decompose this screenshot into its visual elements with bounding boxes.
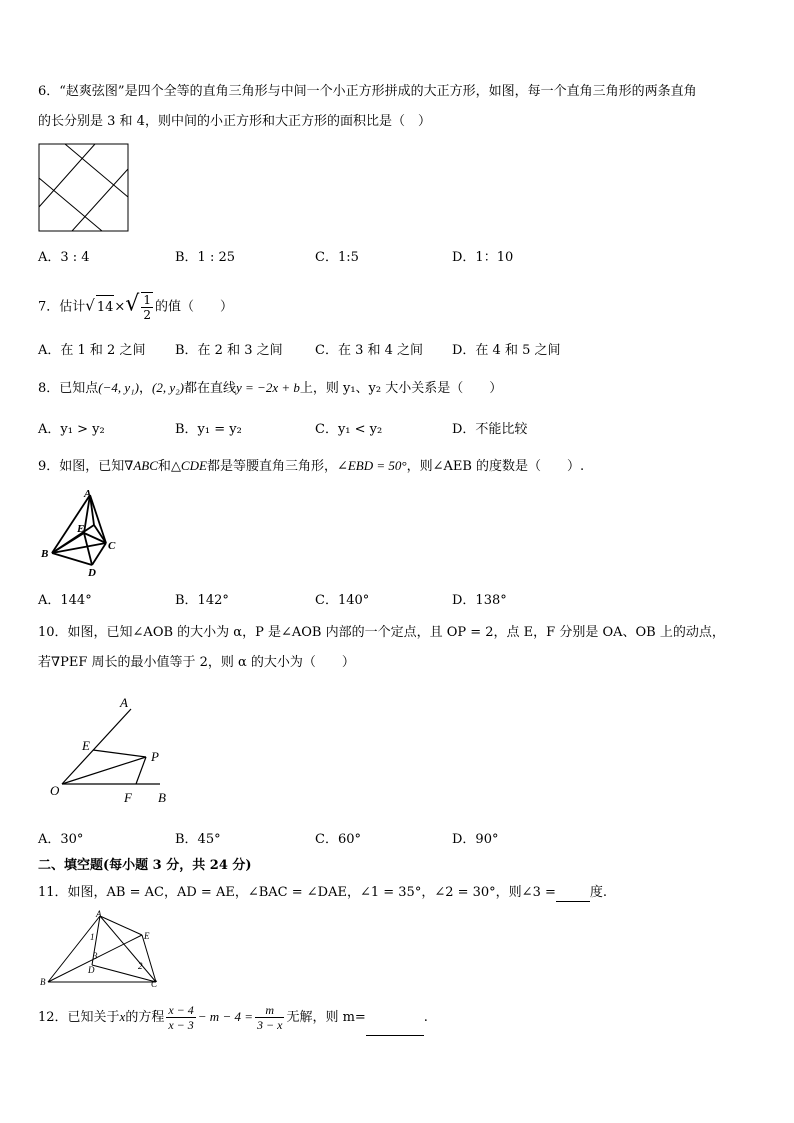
q7-option-d[interactable]: D．在 4 和 5 之间 bbox=[452, 343, 561, 358]
q10-line2: 若∇PEF 周长的最小值等于 2，则 α 的大小为（ ） bbox=[38, 655, 355, 670]
q9-triangle1: ∇ABC bbox=[124, 458, 158, 473]
q9-triangle2: △CDE bbox=[170, 458, 207, 473]
q11-label-3: 3 bbox=[93, 951, 98, 961]
q12-frac2-num: m bbox=[255, 1003, 284, 1018]
q12-answer-blank[interactable] bbox=[366, 1001, 424, 1036]
q11-label-b: B bbox=[40, 977, 46, 987]
q8-text: 8．已知点 bbox=[38, 381, 99, 396]
q7-frac-den: 2 bbox=[143, 308, 151, 322]
q11-label-d: D bbox=[88, 965, 95, 975]
q11-label-2: 2 bbox=[138, 961, 143, 971]
q11-label-e: E bbox=[144, 931, 150, 941]
q7-option-c[interactable]: C．在 3 和 4 之间 bbox=[315, 343, 424, 358]
q6-option-d[interactable]: D．1：10 bbox=[452, 250, 514, 265]
q9-angle: ∠EBD = 50° bbox=[336, 458, 407, 473]
q6-line2: 的长分别是 3 和 4，则中间的小正方形和大正方形的面积比是（ ） bbox=[38, 114, 431, 129]
q10-option-a[interactable]: A．30° bbox=[38, 832, 84, 847]
q12-mid: 的方程 bbox=[125, 1010, 165, 1025]
q9-mid: 都是等腰直角三角形， bbox=[206, 459, 337, 474]
q10-diagram bbox=[48, 695, 178, 810]
q8-option-c[interactable]: C．y₁ < y₂ bbox=[315, 422, 383, 437]
q11-label-a: A bbox=[96, 909, 102, 919]
zhao-shuang-diagram bbox=[38, 143, 130, 233]
q12-middle: − m − 4 = bbox=[197, 1009, 253, 1024]
q10-label-o: O bbox=[50, 783, 60, 798]
q11-label-1: 1 bbox=[90, 932, 95, 942]
q7-option-b[interactable]: B．在 2 和 3 之间 bbox=[175, 343, 283, 358]
q9-label-b: B bbox=[41, 548, 49, 560]
q8-option-a[interactable]: A．y₁ > y₂ bbox=[38, 422, 105, 437]
q10-option-d[interactable]: D．90° bbox=[452, 832, 499, 847]
q7-times: × bbox=[114, 299, 126, 315]
q10-label-p: P bbox=[151, 749, 159, 764]
q9-label-a: A bbox=[84, 488, 92, 500]
q7-frac-num: 1 bbox=[143, 293, 151, 307]
q10-label-a: A bbox=[120, 695, 128, 710]
q9-label-e: E bbox=[77, 523, 85, 535]
q9-option-a[interactable]: A．144° bbox=[38, 593, 92, 608]
q7-radicand: 14 bbox=[96, 295, 115, 320]
q9-option-d[interactable]: D．138° bbox=[452, 593, 507, 608]
q11-answer-blank[interactable] bbox=[556, 885, 590, 902]
q8-option-b[interactable]: B．y₁ = y₂ bbox=[175, 422, 242, 437]
q6-option-c[interactable]: C．1:5 bbox=[315, 250, 359, 265]
q9-text: 9．如图，已知 bbox=[38, 459, 125, 474]
q10-line1: 10．如图，已知∠AOB 的大小为 α，P 是∠AOB 内部的一个定点，且 OP = 2，点 E，F 分别是 OA、OB 上的动点， bbox=[38, 625, 725, 640]
q9-option-c[interactable]: C．140° bbox=[315, 593, 370, 608]
q10-label-b: B bbox=[158, 790, 166, 805]
q8-option-d[interactable]: D．不能比较 bbox=[452, 422, 528, 437]
q8-line bbox=[38, 380, 502, 397]
q10-label-f: F bbox=[124, 790, 132, 805]
q8-mid: 都在直线 bbox=[183, 381, 236, 396]
q7-suffix: 的值（ ） bbox=[154, 299, 233, 315]
q12-line bbox=[38, 1000, 428, 1036]
q7-line: 7．估计√ 14×√ $\frac{1}{2}$ 的值（ ） bbox=[38, 291, 233, 322]
q9-suffix: ，则∠AEB 的度数是（ ）. bbox=[406, 459, 585, 474]
q12-frac1-num: x − 4 bbox=[168, 1003, 194, 1017]
q9-label-d: D bbox=[88, 567, 96, 579]
q11-text: 11．如图，AB = AC，AD = AE，∠BAC = ∠DAE，∠1 = 35°，∠2 = 30°，则∠3 = bbox=[38, 885, 556, 900]
q9-and: 和 bbox=[157, 459, 171, 474]
q12-end: . bbox=[423, 1010, 428, 1025]
q7-option-a[interactable]: A．在 1 和 2 之间 bbox=[38, 343, 146, 358]
q9-option-b[interactable]: B．142° bbox=[175, 593, 229, 608]
q8-sep: ， bbox=[139, 381, 153, 396]
q11-line bbox=[38, 885, 607, 902]
q9-label-c: C bbox=[108, 540, 116, 552]
q10-option-b[interactable]: B．45° bbox=[175, 832, 221, 847]
section-title: 二、填空题(每小题 3 分，共 24 分) bbox=[38, 858, 252, 873]
q8-point2: (2, y₂) bbox=[152, 380, 184, 395]
q8-point1: (−4, y₁) bbox=[98, 380, 140, 395]
q11-suffix: 度. bbox=[589, 885, 608, 900]
q8-suffix: 上，则 y₁、y₂ 大小关系是（ ） bbox=[299, 381, 503, 396]
q6-option-a[interactable]: A．3 : 4 bbox=[38, 250, 90, 265]
q12-prefix: 12．已知关于 bbox=[38, 1010, 120, 1025]
q12-frac2-den: 3 − x bbox=[257, 1018, 283, 1032]
q10-option-c[interactable]: C．60° bbox=[315, 832, 361, 847]
q9-diagram bbox=[38, 485, 128, 580]
q11-diagram bbox=[38, 910, 168, 990]
q10-label-e: E bbox=[82, 738, 90, 753]
q7-prefix: 7．估计 bbox=[38, 299, 86, 315]
q11-label-c: C bbox=[151, 979, 158, 989]
q8-line-eq: y = −2x + b bbox=[236, 380, 300, 395]
q12-frac1-den: x − 3 bbox=[168, 1018, 194, 1032]
q6-line1: 6．“赵爽弦图”是四个全等的直角三角形与中间一个小正方形拼成的大正方形，如图，每一个直角三角形的两条直角 bbox=[38, 84, 697, 99]
q6-option-b[interactable]: B．1 : 25 bbox=[175, 250, 236, 265]
q12-var: x bbox=[119, 1009, 126, 1024]
q9-line bbox=[38, 458, 584, 475]
q12-suffix: 无解，则 m= bbox=[286, 1010, 366, 1025]
